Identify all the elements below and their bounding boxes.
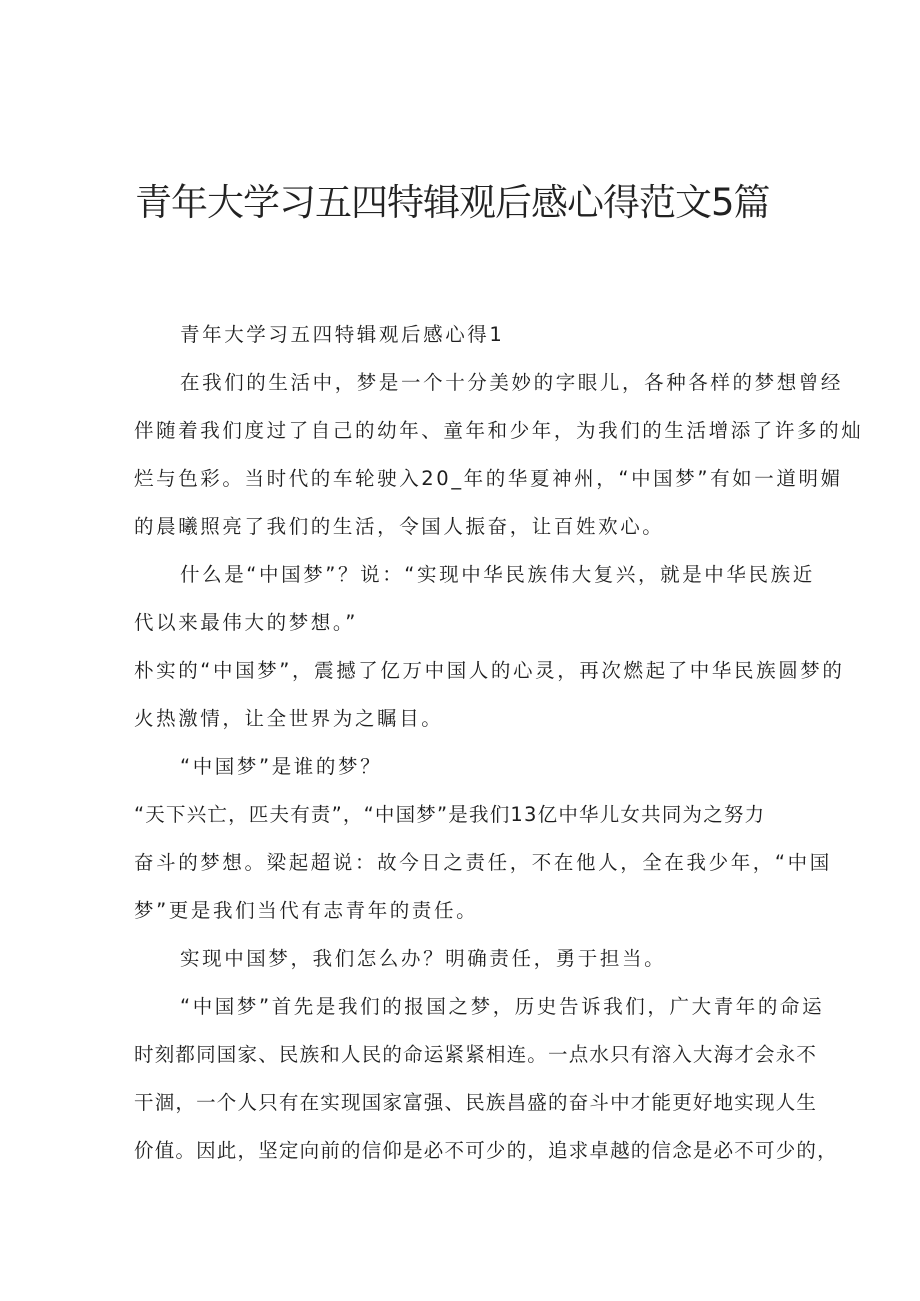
paragraph-line: “中国梦”首先是我们的报国之梦，历史告诉我们，广大青年的命运 xyxy=(180,995,825,1018)
paragraph-line: 价值。因此，坚定向前的信仰是必不可少的，追求卓越的信念是必不可少的， xyxy=(134,1139,838,1162)
paragraph-line: “天下兴亡，匹夫有责”，“中国梦”是我们13亿中华儿女共同为之努力 xyxy=(134,803,766,826)
paragraph-line: 干涸，一个人只有在实现国家富强、民族昌盛的奋斗中才能更好地实现人生 xyxy=(134,1091,818,1114)
paragraph-line: 实现中国梦，我们怎么办？明确责任，勇于担当。 xyxy=(180,947,667,970)
section-heading: 青年大学习五四特辑观后感心得1 xyxy=(180,323,505,346)
paragraph-line: 在我们的生活中，梦是一个十分美妙的字眼儿，各种各样的梦想曾经 xyxy=(180,371,844,394)
document-body xyxy=(134,311,864,1175)
document-title: 青年大学习五四特辑观后感心得范文5篇 xyxy=(135,180,770,224)
paragraph-line: 时刻都同国家、民族和人民的命运紧紧相连。一点水只有溶入大海才会永不 xyxy=(134,1043,818,1066)
paragraph-line: 朴实的“中国梦”，震撼了亿万中国人的心灵，再次燃起了中华民族圆梦的 xyxy=(134,659,845,682)
paragraph-line: 代以来最伟大的梦想。” xyxy=(134,611,358,634)
paragraph-line: 火热激情，让全世界为之瞩目。 xyxy=(134,707,444,730)
paragraph-line: 梦”更是我们当代有志青年的责任。 xyxy=(134,899,479,922)
paragraph-line: 奋斗的梦想。梁起超说：故今日之责任，不在他人，全在我少年，“中国 xyxy=(134,851,832,874)
paragraph-line: “中国梦”是谁的梦？ xyxy=(180,755,383,778)
paragraph-line: 烂与色彩。当时代的车轮驶入20_年的华夏神州，“中国梦”有如一道明媚 xyxy=(134,467,843,490)
paragraph-line: 伴随着我们度过了自己的幼年、童年和少年，为我们的生活增添了许多的灿 xyxy=(134,419,864,442)
paragraph-line: 的晨曦照亮了我们的生活，令国人振奋，让百姓欢心。 xyxy=(134,515,665,538)
paragraph-line: 什么是“中国梦”？说：“实现中华民族伟大复兴，就是中华民族近 xyxy=(180,563,815,586)
